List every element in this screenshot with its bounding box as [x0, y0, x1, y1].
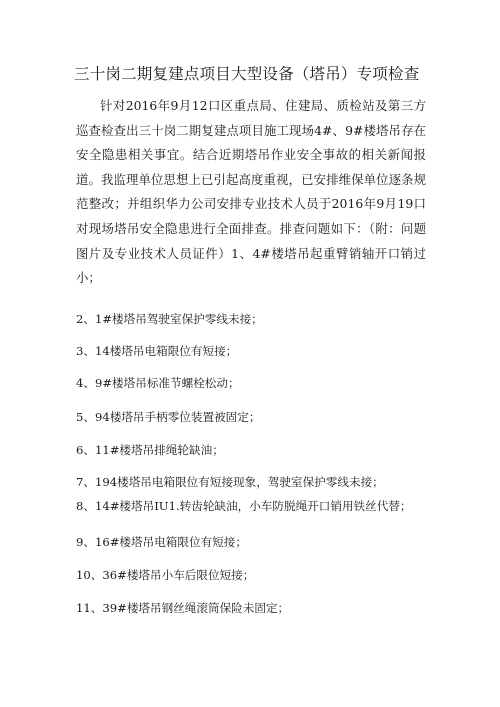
issue-item-8: 8、14#楼塔吊IU1.转齿轮缺油，小车防脱绳开口销用铁丝代替；	[76, 499, 412, 513]
issue-item-10: 10、36#楼塔吊小车后限位短接；	[76, 568, 255, 582]
issue-item-2: 2、1#楼塔吊驾驶室保护零线未接；	[76, 312, 263, 326]
issue-item-5: 5、94楼塔吊手柄零位装置被固定；	[76, 410, 261, 424]
issue-item-11: 11、39#楼塔吊钢丝绳滚筒保险未固定；	[76, 601, 290, 615]
issue-item-3: 3、14楼塔吊电箱限位有短接；	[76, 344, 238, 358]
issue-item-4: 4、9#楼塔吊标准节螺栓松动；	[76, 376, 240, 390]
issue-item-6: 6、11#楼塔吊排绳轮缺油；	[76, 443, 224, 457]
issue-item-9: 9、16#楼塔吊电箱限位有短接；	[76, 535, 247, 549]
issue-item-7: 7、194楼塔吊电箱限位有短接现象，驾驶室保护零线未接；	[76, 475, 384, 489]
document-title: 三十岗二期复建点项目大型设备（塔吊）专项检查	[74, 65, 420, 83]
intro-paragraph: 针对2016年9月12口区重点局、住建局、质检站及第三方巡查检查出三十岗二期复建点项目施工现场4#、9#楼塔吊存在安全隐患相关事宜。结合近期塔吊作业安全事故的相关新闻报道。我监理单位思想上已引起高度重视，已安排维保单位逐条规范整改；并组织华力公司安排专业技术人员于2016年9月19口对现场塔吊安全隐患进行全面排查。排查问题如下：（附：问题图片及专业技术人员证件）1、4#楼塔吊起重臂销轴开口销过小；	[76, 98, 426, 286]
